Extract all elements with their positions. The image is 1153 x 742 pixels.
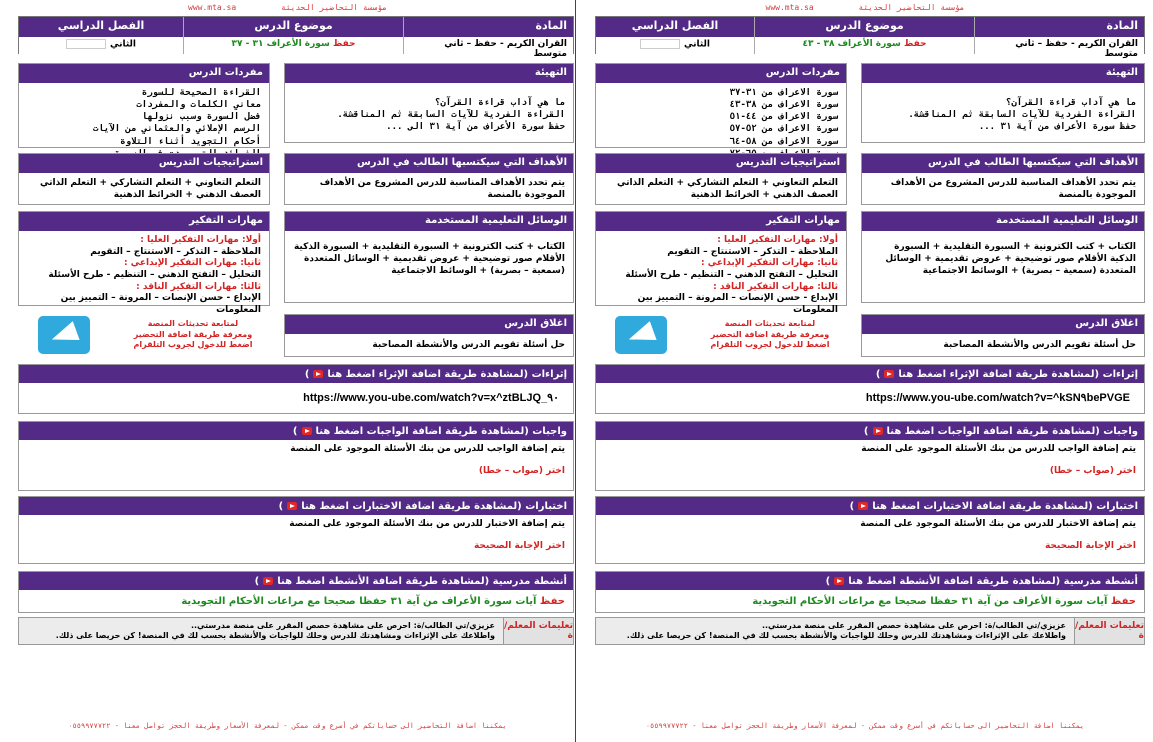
lesson-title: سورة الأعراف ٣٨ - ٤٣ [802,39,901,49]
vocab-section: مفردات الدرس القراءة الصحيحة للسورة معاني الكلمات والمفردات فضل السورة وسبب نزولها الرسم الإملائي والعثماني من الآيات أحكام التجويد أثناء التلاوة [18,63,270,148]
semester-value: الثاني [19,37,183,54]
right-page [577,0,1153,742]
page-header [577,3,1153,12]
subject-value: القران الكريم - حفظ – ثاني متوسط [403,37,573,54]
telegram-promo[interactable]: لمتابعة تحديثات المنصة ومعرفة طريقة اضافة التحضير اضغط للدخول لجروب التلقرام [18,314,268,356]
tools-section: الوسائل التعليمية المستخدمة الكتاب + كتب الكترونية + السبورة التقليدية + السبورة الذكية الأقلام صور توضيحية + عروض تقديمية + الوسائل المتعددة (سمعية – بصرية) + الوسائط الاجتماعية [861,211,1145,303]
site-link[interactable]: www.mta.sa [188,3,237,12]
site-link[interactable]: www.mta.sa [765,3,814,12]
strategies-section: استراتيجيات التدريس التعلم التعاوني + التعلم التشاركي + التعلم الذاتي العصف الذهني + الخرائط الذهنية [18,153,270,205]
youtube-icon[interactable] [884,370,894,378]
strategies-section: استراتيجيات التدريس التعلم التعاوني + التعلم التشاركي + التعلم الذاتي العصف الذهني + الخرائط الذهنية [595,153,847,205]
telegram-icon[interactable] [38,316,90,354]
tests-section: اختبارات (لمشاهدة طريقة اضافة الاختبارات اضغط هنا ) يتم إضافة الاختبار للدرس من بنك الأسئلة الموجود على المنصة اختر الإجابة الصحيحة [595,496,1145,564]
left-page [0,0,576,742]
intro-section: التهيئة ما هي آداب قراءة القرآن؟ القراءة الفردية للآيات السابقة ثم المناقشة. حفظ سورة الأعراف من آية ٣١ الى ... [284,63,574,143]
lesson-topic: حفظ سورة الأعراف ٣٨ - ٤٣ [754,37,974,54]
hafz-word: حفظ [332,39,356,49]
homework-section: واجبات (لمشاهدة طريقة اضافة الواجبات اضغط هنا ) يتم إضافة الواجب للدرس من بنك الأسئلة الموجود على المنصة اختر (صواب – خطا) [18,421,574,491]
lesson-title: سورة الأعراف ٣١ - ٣٧ [231,39,330,49]
youtube-icon[interactable] [858,502,868,510]
lesson-topic [183,37,403,54]
org-name: مؤسسة التحاضير الحديثة [858,3,965,12]
teacher-notes: تعليمات المعلم/ة عزيزي/تي الطالب/ة: احرص على مشاهدة حصص المقرر على منصة مدرستي.. واطلاعك على الإثراءات ومشاهدتك للدرس وحلك للواجبات والأنشطة بحسب لك في المنصة! كن حريصا على ذلك. [595,617,1145,645]
page-footer: يمكننا اضافة التحاضير الى حساباتكم في أسرع وقت ممكن - لمعرفة الأسعار وطريقة الحجز تواصل معنا - ٠٥٥٩٩٧٧٧٢٢ [68,722,507,730]
tests-link[interactable]: اختبارات (لمشاهدة طريقة اضافة الاختبارات اضغط هنا [872,500,1138,512]
org-name: مؤسسة التحاضير الحديثة [281,3,387,12]
intro-section: التهيئة ما هي آداب قراءة القرآن؟ القراءة الفردية للآيات السابقة ثم المناقشة. حفظ سورة الأعراف من آية ٣١ ... [861,63,1145,143]
closing-section: اغلاق الدرس حل أسئلة تقويم الدرس والأنشطة المصاحبة [284,314,574,357]
objectives-section: الأهداف التي سيكتسبها الطالب في الدرس يتم تحدد الأهداف المناسبة للدرس المشروع من الأهداف الموجودة بالمنصة [861,153,1145,205]
thinking-section: مهارات التفكير أولا: مهارات التفكير العليا : الملاحظة – التذكر – الاستنتاج – التقويم ثانيا: مهارات التفكير الإبداعي : التحليل – التفتح الذهني – التنظيم - طرح الأسئلة ثالثا: مهارات التفكير الناقد : الإبداع - حسن الإنصات – المرونة – التمييز بين المعلومات [595,211,847,306]
blank-field [640,39,680,49]
telegram-promo[interactable]: لمتابعة تحديثات المنصة ومعرفة طريقة اضافة التحضير اضغط للدخول لجروب التلقرام [595,314,845,356]
objectives-section: الأهداف التي سيكتسبها الطالب في الدرس يتم تحدد الأهداف المناسبة للدرس المشروع من الأهداف الموجودة بالمنصة [284,153,574,205]
lesson-header-table: المادة موضوع الدرس الفصل الدراسي القران الكريم - حفظ – ثاني متوسط حفظ سورة الأعراف ٣٨ - ٤٣ الثاني [595,16,1145,54]
teacher-notes: تعليمات المعلم/ة عزيزي/تي الطالب/ة: احرص على مشاهدة حصص المقرر على منصة مدرستي.. واطلاعك على الإثراءات ومشاهدتك للدرس وحلك للواجبات والأنشطة بحسب لك في المنصة! كن حريصا على ذلك. [18,617,574,645]
page-header [0,3,575,12]
vocab-title: مفردات الدرس [19,64,269,83]
lesson-header-table [18,16,574,59]
activities-link[interactable]: أنشطة مدرسية (لمشاهدة طريقة اضافة الأنشطة اضغط هنا [848,575,1138,587]
tests-link[interactable]: اختبارات (لمشاهدة طريقة اضافة الاختبارات اضغط هنا [301,500,567,512]
youtube-icon[interactable] [834,577,844,585]
subject-label: المادة [403,17,573,37]
tests-section: اختبارات (لمشاهدة طريقة اضافة الاختبارات اضغط هنا ) يتم إضافة الاختبار للدرس من بنك الأسئلة الموجود على المنصة اختر الإجابة الصحيحة [18,496,574,564]
enrich-url[interactable]: https://www.you-ube.com/watch?v=^kSN٩bePVGE [865,392,1130,404]
page-footer: يمكننا اضافة التحاضير الى حساباتكم في أسرع وقت ممكن - لمعرفة الأسعار وطريقة الحجز تواصل معنا - ٠٥٥٩٩٧٧٧٢٢ [645,722,1085,730]
youtube-icon[interactable] [313,370,323,378]
telegram-icon[interactable] [615,316,667,354]
closing-section: اغلاق الدرس حل أسئلة تقويم الدرس والأنشطة المصاحبة [861,314,1145,357]
enrich-link[interactable]: إثراءات (لمشاهدة طريقة اضافة الإثراء اضغط هنا [898,368,1138,380]
homework-link[interactable]: واجبات (لمشاهدة طريقة اضافة الواجبات اضغط هنا [315,425,567,437]
youtube-icon[interactable] [873,427,883,435]
enrich-section: إثراءات (لمشاهدة طريقة اضافة الإثراء اضغط هنا ) https://www.you-ube.com/watch?v=^kSN٩bePVGE [595,364,1145,414]
activities-section: أنشطة مدرسية (لمشاهدة طريقة اضافة الأنشطة اضغط هنا ) حفظ آيات سورة الأعراف من آية ٣١ حفظا صحيحا مع مراعات الأحكام التجويدية [18,571,574,613]
activities-link[interactable]: أنشطة مدرسية (لمشاهدة طريقة اضافة الأنشطة اضغط هنا [277,575,567,587]
vocab-section: مفردات الدرس سورة الاعراف من ٣١-٣٧ سورة الاعراف من ٣٨-٤٣ سورة الاعراف من ٤٤-٥١ سورة الاعراف من ٥٢-٥٧ سورة الاعراف من ٥٨-٦٤ [595,63,847,148]
intro-title: التهيئة [285,64,573,83]
youtube-icon[interactable] [263,577,273,585]
topic-label: موضوع الدرس [183,17,403,37]
enrich-section: إثراءات (لمشاهدة طريقة اضافة الإثراء اضغط هنا ) https://www.you-ube.com/watch?v=x^ztBLJQ_٩٠ [18,364,574,414]
enrich-url[interactable]: https://www.you-ube.com/watch?v=x^ztBLJQ_٩٠ [303,392,559,404]
homework-link[interactable]: واجبات (لمشاهدة طريقة اضافة الواجبات اضغط هنا [886,425,1138,437]
activities-section: أنشطة مدرسية (لمشاهدة طريقة اضافة الأنشطة اضغط هنا ) حفظ آيات سورة الأعراف من آية ٣١ حفظا صحيحا مع مراعات الأحكام التجويدية [595,571,1145,613]
homework-section: واجبات (لمشاهدة طريقة اضافة الواجبات اضغط هنا ) يتم إضافة الواجب للدرس من بنك الأسئلة الموجود على المنصة اختر (صواب – خطا) [595,421,1145,491]
youtube-icon[interactable] [302,427,312,435]
enrich-link[interactable]: إثراءات (لمشاهدة طريقة اضافة الإثراء اضغط هنا [327,368,567,380]
thinking-section: مهارات التفكير أولا: مهارات التفكير العليا : الملاحظة – التذكر – الاستنتاج – التقويم ثانيا: مهارات التفكير الإبداعي : التحليل – التفتح الذهني – التنظيم - طرح الأسئلة ثالثا: مهارات التفكير الناقد : الإبداع - حسن الإنصات – المرونة – التمييز بين المعلومات [18,211,270,306]
youtube-icon[interactable] [287,502,297,510]
tools-section: الوسائل التعليمية المستخدمة الكتاب + كتب الكترونية + السبورة التقليدية + السبورة الذكية الأقلام صور توضيحية + عروض تقديمية + الوسائل المتعددة (سمعية – بصرية) + الوسائط الاجتماعية [284,211,574,303]
semester-label: الفصل الدراسي [57,19,145,32]
blank-field [66,39,106,49]
